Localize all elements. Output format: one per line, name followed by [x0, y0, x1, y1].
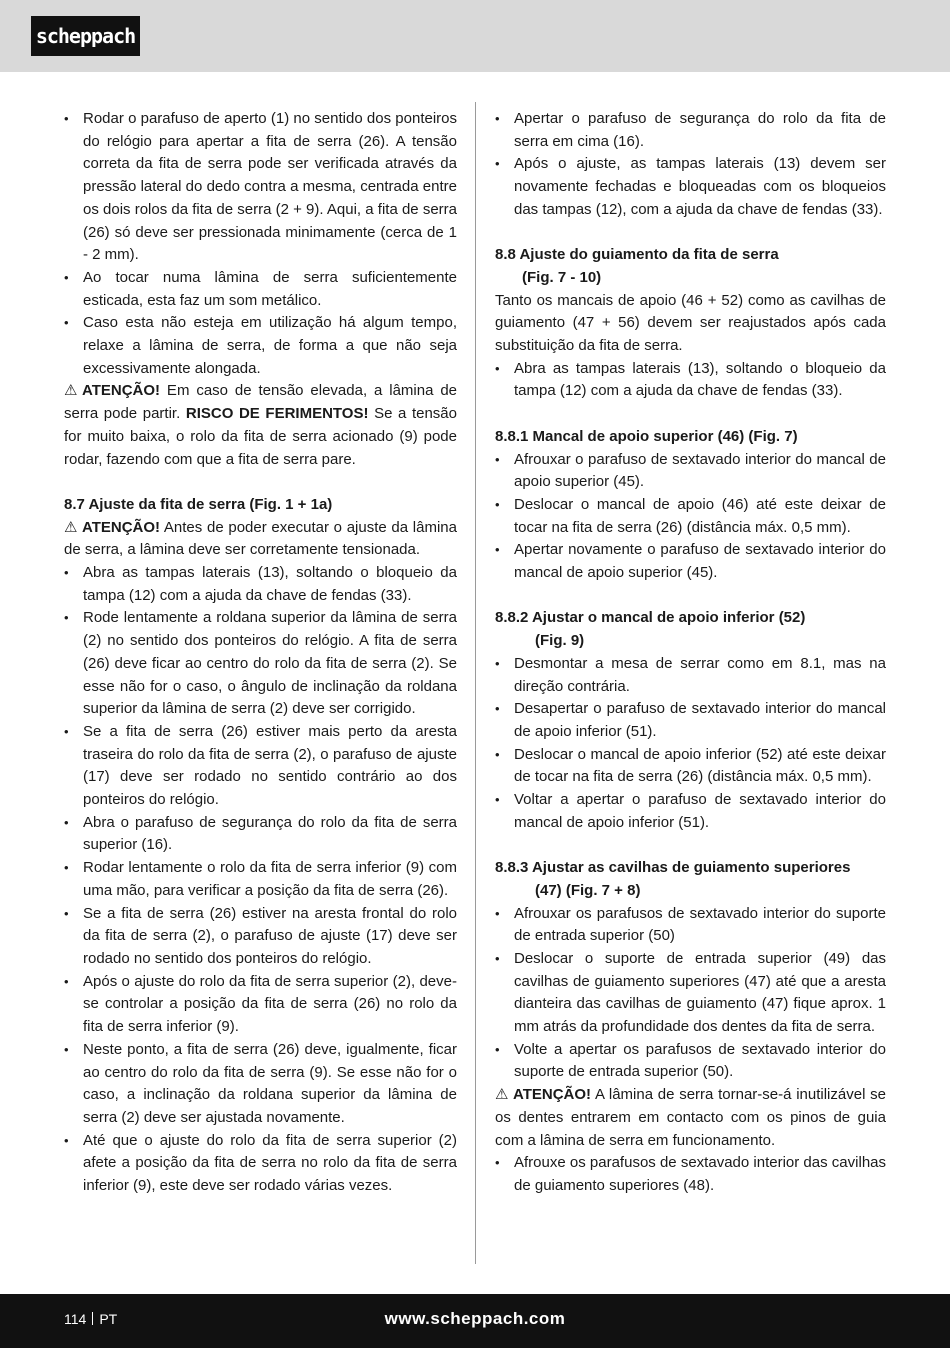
list-item: • Desmontar a mesa de serrar como em 8.1, mas na direção contrária. — [495, 653, 886, 698]
list-item: • Desapertar o parafuso de sextavado interior do mancal de apoio inferior (51). — [495, 698, 886, 743]
list-item: • Volte a apertar os parafusos de sextavado interior do suporte de entrada superior (50). — [495, 1039, 886, 1084]
list-item: • Afrouxe os parafusos de sextavado interior das cavilhas de guiamento superiores (48). — [495, 1152, 886, 1197]
footer-bar — [0, 1294, 950, 1348]
section-heading-8-8-2-figure: (Fig. 9) — [535, 632, 585, 650]
list-item: • Voltar a apertar o parafuso de sextavado interior do mancal de apoio inferior (51). — [495, 789, 886, 834]
left-column — [64, 108, 457, 1198]
list-item: • Neste ponto, a fita de serra (26) deve, igualmente, ficar ao centro do rolo da fita de serra (9). Se esse não for o caso, a inclinação da roldana superior da lâmina de serra (2) deve ser ajustada novamente. — [64, 1039, 457, 1130]
warning-text: Se a tensão for muito baixa, o rolo da fita de serra acionado (9) pode rodar, fazendo com que a fita de serra pare. — [64, 405, 457, 468]
list-item: • Deslocar o mancal de apoio (46) até este deixar de tocar na fita de serra (26) (distância máx. 0,5 mm). — [495, 494, 886, 539]
list-item: • Deslocar o suporte de entrada superior (49) das cavilhas de guiamento superiores (47) até que a aresta dianteira das cavilhas de guiamento (47) fique aprox. 1 mm atrás da profundidade dos dentes da fita de serra. — [495, 948, 886, 1039]
brand-logo: scheppach — [31, 16, 140, 56]
risk-label: RISCO DE FERIMENTOS! — [185, 405, 369, 423]
warning-paragraph — [64, 517, 457, 562]
bullet-list — [64, 562, 457, 1198]
section-heading-8-7: 8.7 Ajuste da fita de serra (Fig. 1 + 1a) — [64, 495, 333, 513]
section-heading-8-8-3-figure: (47) (Fig. 7 + 8) — [535, 881, 641, 899]
list-item: • Após o ajuste, as tampas laterais (13) devem ser novamente fechadas e bloqueadas com os bloqueios das tampas (12), com a ajuda da chave de fendas (33). — [495, 153, 886, 221]
list-item: • Abra o parafuso de segurança do rolo da fita de serra superior (16). — [64, 812, 457, 857]
list-item: • Afrouxar o parafuso de sextavado interior do mancal de apoio superior (45). — [495, 449, 886, 494]
section-heading-8-8: 8.8 Ajuste do guiamento da fita de serra — [495, 246, 779, 264]
page-number-value: 114 — [64, 1311, 87, 1327]
warning-text: Em caso de tensão elevada, a lâmina de serra pode partir. — [64, 382, 457, 423]
list-item: • Rodar o parafuso de aperto (1) no sentido dos ponteiros do relógio para apertar a fita de serra (26). A tensão correta da fita de serra pode ser verificada através da pressão lateral do dedo contra a mesma, centrada entre os dois rolos da fita de serra (2 + 9). Aqui, a fita de serra (26) só deve ser pressionada minimamente (cerca de 1 - 2 mm). — [64, 108, 457, 267]
language-code: PT — [99, 1311, 118, 1327]
list-item: • Abra as tampas laterais (13), soltando o bloqueio da tampa (12) com a ajuda da chave de fendas (33). — [495, 358, 886, 403]
list-item: • Ao tocar numa lâmina de serra suficientemente esticada, esta faz um som metálico. — [64, 267, 457, 312]
section-heading-8-8-1: 8.8.1 Mancal de apoio superior (46) (Fig. 7) — [495, 427, 798, 445]
bullet-list — [495, 449, 886, 585]
warning-icon: ⚠ — [64, 518, 78, 536]
right-column — [495, 108, 886, 1198]
warning-icon: ⚠ — [64, 382, 78, 400]
section-heading-8-8-2: 8.8.2 Ajustar o mancal de apoio inferior (52) — [495, 609, 806, 627]
list-item: • Apertar novamente o parafuso de sextavado interior do mancal de apoio superior (45). — [495, 539, 886, 584]
list-item: • Abra as tampas laterais (13), soltando o bloqueio da tampa (12) com a ajuda da chave de fendas (33). — [64, 562, 457, 607]
warning-paragraph — [64, 380, 457, 471]
header-bar — [0, 0, 950, 72]
warning-label: ATENÇÃO! — [82, 382, 161, 400]
list-item: • Rode lentamente a roldana superior da lâmina de serra (2) no sentido dos ponteiros do relógio. A fita de serra (26) deve ficar ao centro do rolo da fita de serra (2). Se esse não for o caso, o ângulo de inclinação da roldana superior da lâmina de serra (2) deve ser corrigido. — [64, 607, 457, 721]
warning-text: A lâmina de serra tornar-se-á inutilizável se os dentes entrarem em contacto com os pinos de guia com a lâmina de serra em funcionamento. — [495, 1086, 886, 1149]
section-heading-8-8-figure: (Fig. 7 - 10) — [522, 268, 602, 286]
list-item: • Rodar lentamente o rolo da fita de serra inferior (9) com uma mão, para verificar a posição da fita de serra (26). — [64, 857, 457, 902]
list-item: • Caso esta não esteja em utilização há algum tempo, relaxe a lâmina de serra, de forma a que não seja excessivamente alongada. — [64, 312, 457, 380]
bullet-list — [64, 108, 457, 380]
bullet-list — [495, 1152, 886, 1197]
column-divider — [475, 102, 476, 1264]
warning-label: ATENÇÃO! — [82, 518, 161, 536]
warning-paragraph — [495, 1084, 886, 1152]
warning-label: ATENÇÃO! — [513, 1086, 592, 1104]
warning-icon: ⚠ — [495, 1086, 509, 1104]
list-item: • Se a fita de serra (26) estiver mais perto da aresta traseira do rolo da fita de serra (2), o parafuso de ajuste (17) deve ser rodado no sentido contrário ao dos ponteiros do relógio. — [64, 721, 457, 812]
list-item: • Até que o ajuste do rolo da fita de serra superior (2) afete a posição da fita de serra no rolo da fita de serra inferior (9), este deve ser rodado várias vezes. — [64, 1130, 457, 1198]
bullet-list — [495, 108, 886, 222]
list-item: • Afrouxar os parafusos de sextavado interior do suporte de entrada superior (50) — [495, 903, 886, 948]
section-text: Tanto os mancais de apoio (46 + 52) como as cavilhas de guiamento (47 + 56) devem ser reajustados após cada substituição da fita de serra. — [495, 291, 886, 355]
bullet-list — [495, 903, 886, 1085]
section-heading-8-8-3: 8.8.3 Ajustar as cavilhas de guiamento superiores — [495, 859, 851, 877]
website-link[interactable]: www.scheppach.com — [384, 1309, 566, 1328]
bullet-list — [495, 653, 886, 835]
list-item: • Se a fita de serra (26) estiver na aresta frontal do rolo da fita de serra (2), o parafuso de ajuste (17) deve ser rodado no sentido dos ponteiros do relógio. — [64, 903, 457, 971]
list-item: • Apertar o parafuso de segurança do rolo da fita de serra em cima (16). — [495, 108, 886, 153]
bullet-list — [495, 358, 886, 403]
list-item: • Deslocar o mancal de apoio inferior (52) até este deixar de tocar na fita de serra (26) (distância máx. 0,5 mm). — [495, 744, 886, 789]
list-item: • Após o ajuste do rolo da fita de serra superior (2), deve-se controlar a posição da fita de serra (26) no rolo da fita de serra inferior (9). — [64, 971, 457, 1039]
warning-text: Antes de poder executar o ajuste da lâmina de serra, a lâmina deve ser corretamente tensionada. — [64, 518, 457, 559]
